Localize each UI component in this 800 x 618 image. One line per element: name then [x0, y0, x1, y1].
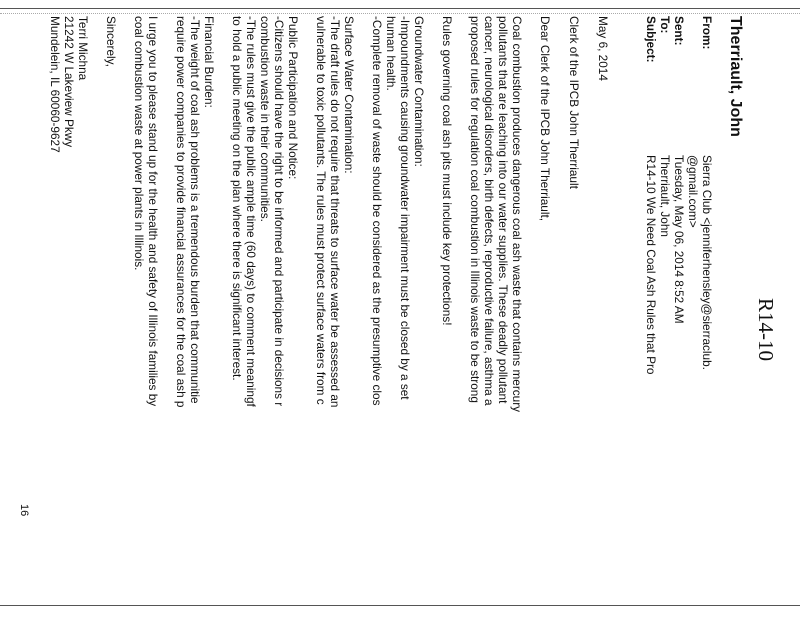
subject-label: Subject: — [644, 16, 658, 63]
financial-line: -The weight of coal ash problems is a tremendous burden that communitie — [188, 16, 202, 404]
groundwater-line: -Complete removal of waste should be considered as the presumptive clos — [370, 16, 384, 406]
surface-water-line: vulnerable to toxic pollutants. The rules must protect surface waters from c — [314, 16, 328, 405]
letter-salutation: Dear Clerk of the IPCB John Therriault, — [538, 16, 552, 222]
letter-date: May 6, 2014 — [596, 16, 610, 81]
financial-line: require power companies to provide financial assurances for the coal ash p — [174, 16, 188, 408]
signoff: Sincerely, — [104, 16, 118, 67]
doc-number: R14-10 — [754, 298, 778, 361]
to-label: To: — [658, 16, 672, 34]
letter-recipient: Clerk of the IPCB John Therriault — [567, 16, 581, 189]
to-value: Therriault, John — [658, 155, 672, 237]
financial-heading: Financial Burden: — [202, 16, 216, 108]
groundwater-heading: Groundwater Contamination: — [412, 16, 426, 167]
participation-line: to hold a public meeting on the plan where there is significant interest. — [230, 16, 244, 381]
participation-heading: Public Participation and Notice: — [286, 16, 300, 180]
sent-value: Tuesday, May 06, 2014 8:52 AM — [672, 155, 686, 324]
sent-label: Sent: — [672, 16, 686, 46]
participation-line: combustion waste in their communities. — [258, 16, 272, 222]
from-label: From: — [700, 16, 714, 50]
from-value: Sierra Club <jenniferhensley@sierraclub. — [700, 155, 714, 370]
closing-line: coal combustion waste at power plants in Illinois. — [132, 16, 146, 271]
intro-line: Coal combustion produces dangerous coal ash waste that contains mercury — [510, 16, 524, 413]
intro-line: pollutants that are leaching into our water supplies. These deadly pollutant — [496, 16, 510, 404]
subject-value: R14-10 We Need Coal Ash Rules that Pro — [644, 155, 658, 375]
signature-name: Terri Michna — [76, 16, 90, 81]
from-value-cont: @gmail.com> — [686, 155, 700, 228]
groundwater-line: human health. — [384, 16, 398, 91]
rotated-letter — [0, 8, 800, 606]
participation-line: -Citizens should have the right to be informed and participate in decisions r — [272, 16, 286, 407]
signature-city: Mundelein, IL 60060-9627 — [48, 16, 62, 153]
surface-water-line: -The draft rules do not require that threats to surface water be assessed an — [328, 16, 342, 408]
groundwater-line: -Impoundments causing groundwater impairment must be closed by a set — [398, 16, 412, 400]
intro-line: cancer, neurological disorders, birth defects, reproductive failure, asthma a — [482, 16, 496, 406]
signature-address: 21242 W Lakeview Pkwy — [62, 16, 76, 148]
intro-line: proposed rules for regulation coal combustion in Illinois waste to be strong — [468, 16, 482, 403]
rules-intro: Rules governing coal ash pits must include key protections! — [440, 16, 454, 326]
participation-line: -The rules must give the public ample time (60 days) to comment meaningf — [244, 16, 258, 407]
closing-line: I urge you to please stand up for the health and safety of Illinois families by — [146, 16, 160, 407]
sender-name: Therriault, John — [727, 16, 744, 137]
surface-water-heading: Surface Water Contamination: — [342, 16, 356, 174]
page-number: 16 — [18, 504, 30, 517]
